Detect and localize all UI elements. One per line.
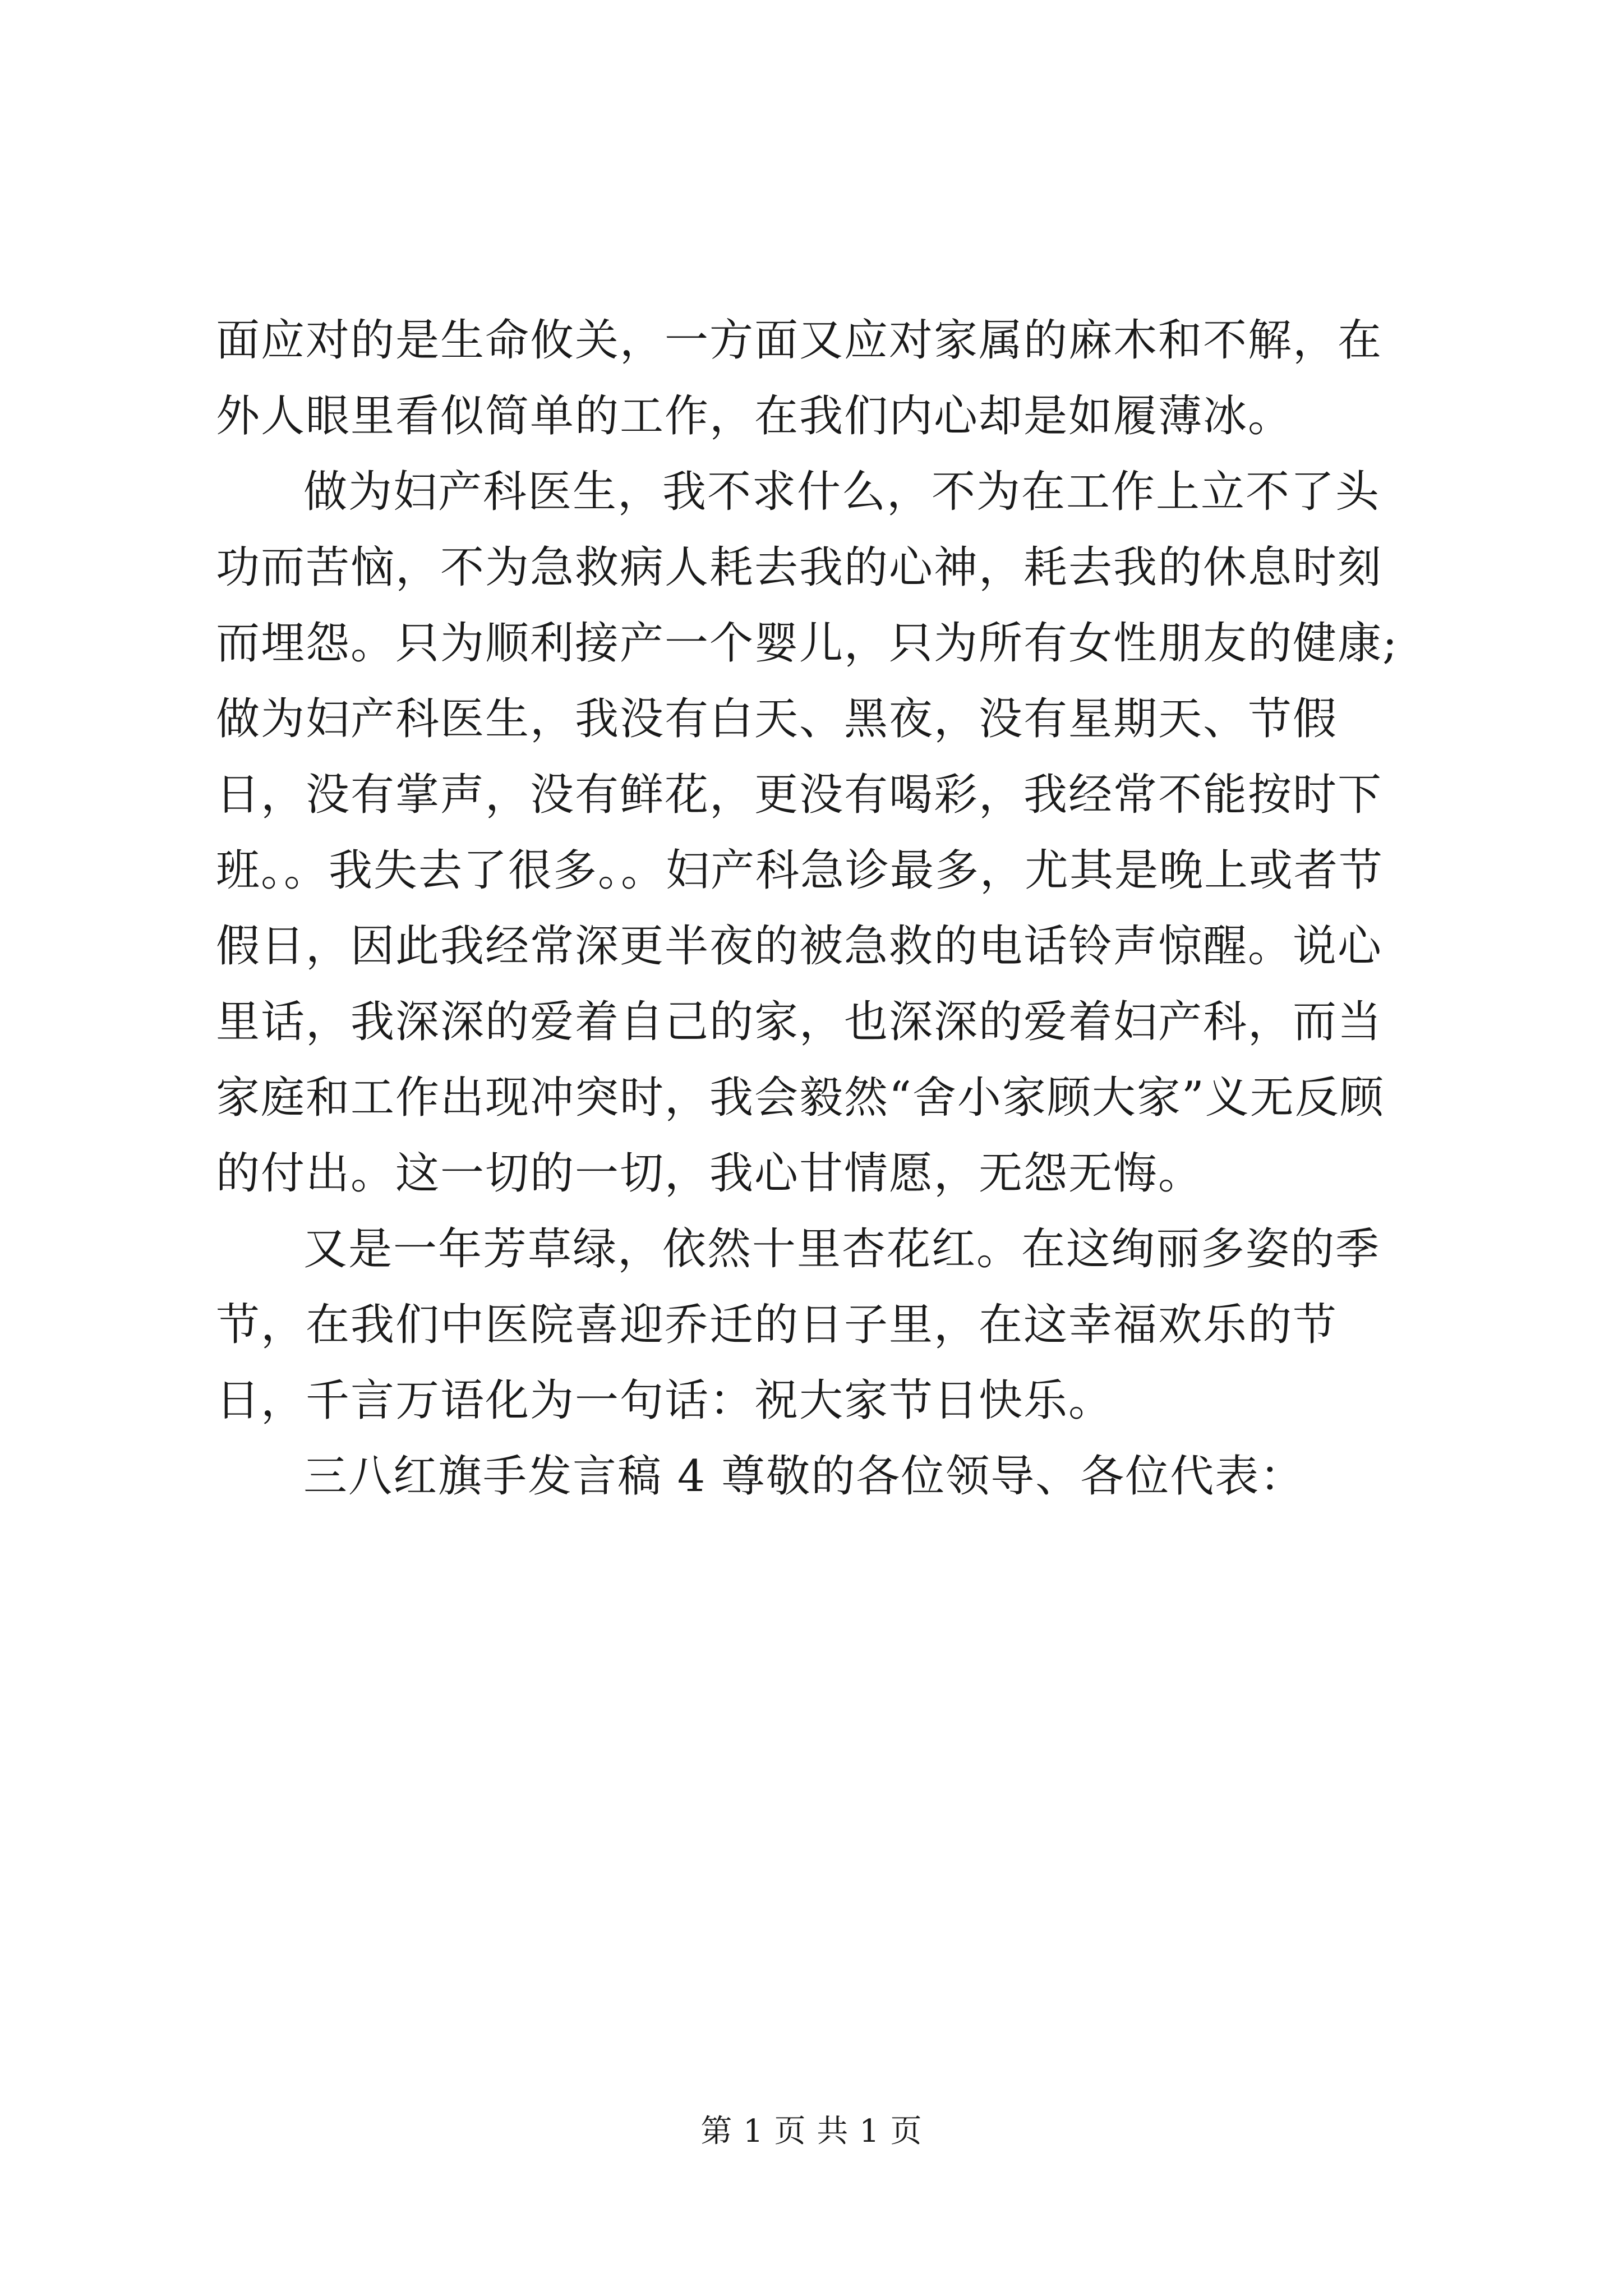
document-body bbox=[216, 303, 1422, 1515]
paragraph-obgyn-doctor: 做为妇产科医生，我不求什么，不为在工作上立不了头功而苦恼，不为急救病人耗去我的心神，耗去我的休息时刻而埋怨。只为顺利接产一个婴儿，只为所有女性朋友的健康;做为妇产科医生，我没有白天、黑夜，没有星期天、节假日，没有掌声，没有鲜花，更没有喝彩，我经常不能按时下班。。我失去了很多。。妇产科急诊最多，尤其是晚上或者节假日，因此我经常深更半夜的被急救的电话铃声惊醒。说心里话，我深深的爱着自己的家，也深深的爱着妇产科，而当家庭和工作出现冲突时，我会毅然“舍小家顾大家”义无反顾的付出。这一切的一切，我心甘情愿，无怨无悔。 bbox=[216, 467, 1399, 1199]
paragraph-speech-heading: 三八红旗手发言稿 4 尊敬的各位领导、各位代表： bbox=[303, 1451, 1305, 1502]
paragraph-continued: 面应对的是生命攸关，一方面又应对家属的麻木和不解，在外人眼里看似简单的工作，在我们内心却是如履薄冰。 bbox=[216, 315, 1383, 441]
page-footer: 第 1 页 共 1 页 bbox=[700, 2113, 923, 2150]
paragraph-festival-wishes: 又是一年芳草绿，依然十里杏花红。在这绚丽多姿的季节，在我们中医院喜迎乔迁的日子里，在这幸福欢乐的节日，千言万语化为一句话：祝大家节日快乐。 bbox=[216, 1224, 1381, 1426]
